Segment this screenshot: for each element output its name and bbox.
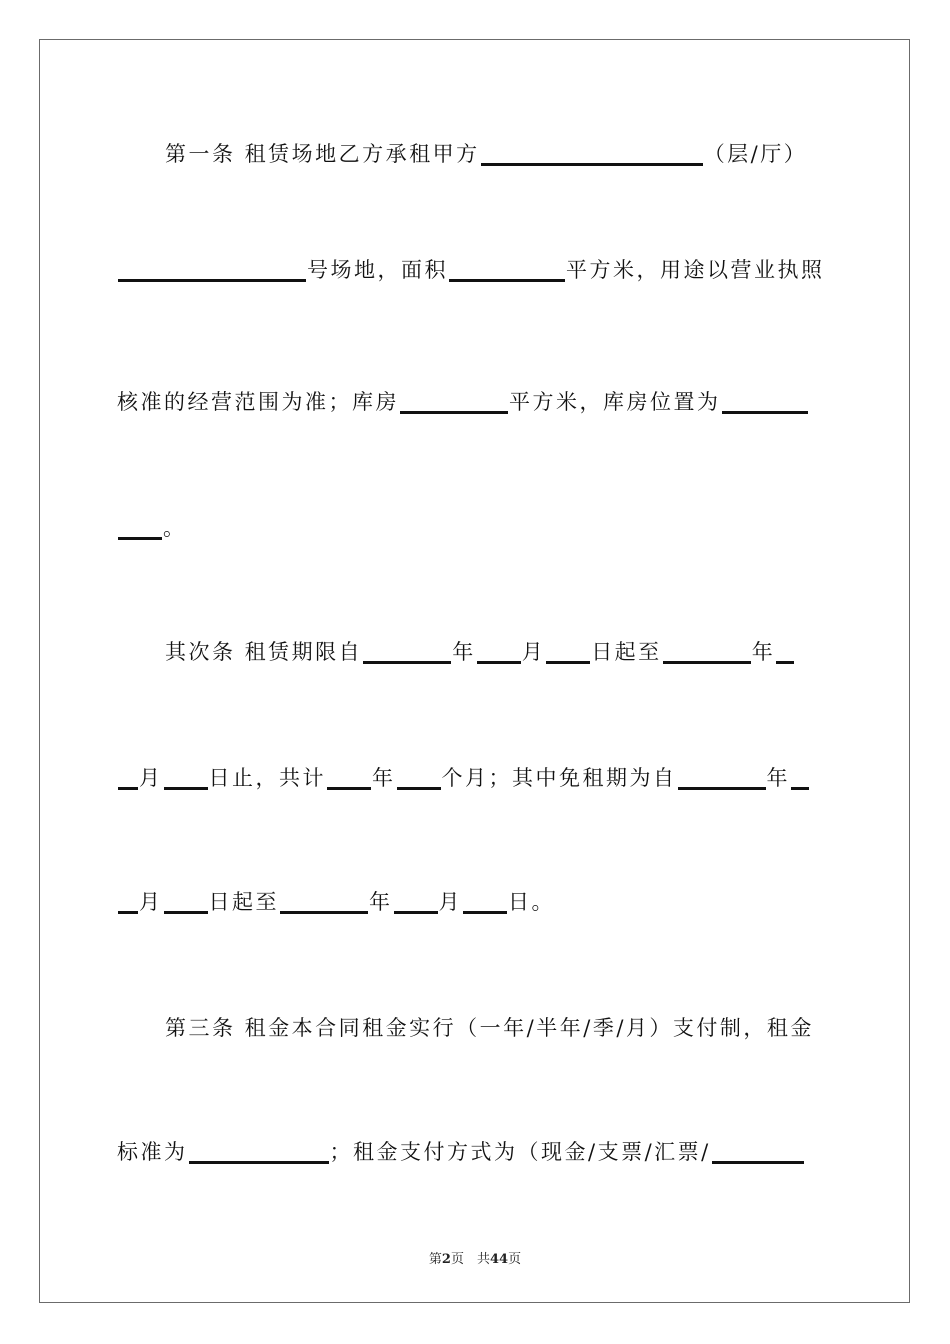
text: 日起至 xyxy=(208,890,279,914)
text: 。 xyxy=(163,516,187,540)
text: ；租金支付方式为（现金/支票/汇票/ xyxy=(329,1140,711,1164)
blank-field[interactable] xyxy=(363,643,451,664)
blank-field[interactable] xyxy=(397,769,441,790)
blank-field[interactable] xyxy=(394,893,438,914)
blank-field[interactable] xyxy=(481,145,703,166)
text: 平方米，用途以营业执照 xyxy=(566,258,825,282)
article-1-line-3 xyxy=(117,376,831,416)
text: 第三条 租金本合同租金实行（一年/半年/季/月）支付制，租金 xyxy=(165,1016,814,1040)
blank-field[interactable] xyxy=(712,1143,804,1164)
blank-field[interactable] xyxy=(477,643,521,664)
text: 年 xyxy=(766,766,790,790)
text: 号场地，面积 xyxy=(307,258,448,282)
blank-field[interactable] xyxy=(400,393,508,414)
blank-field[interactable] xyxy=(722,393,808,414)
text: 核准的经营范围为准；库房 xyxy=(117,390,399,414)
article-2-line-3 xyxy=(117,876,831,916)
text: 日。 xyxy=(508,890,555,914)
blank-field[interactable] xyxy=(449,261,565,282)
blank-field[interactable] xyxy=(663,643,751,664)
text: 年 xyxy=(369,890,393,914)
article-1-line-4 xyxy=(117,502,831,542)
blank-field[interactable] xyxy=(678,769,766,790)
text: 日止，共计 xyxy=(208,766,326,790)
page-footer xyxy=(0,1248,950,1267)
text: 月 xyxy=(139,890,163,914)
blank-field[interactable] xyxy=(776,643,794,664)
text: 平方米，库房位置为 xyxy=(509,390,721,414)
blank-field[interactable] xyxy=(791,769,809,790)
text: 其次条 租赁期限自 xyxy=(165,640,363,664)
article-3-line-1 xyxy=(165,1002,831,1042)
blank-field[interactable] xyxy=(164,769,208,790)
blank-field[interactable] xyxy=(118,261,306,282)
total-page-count: 44 xyxy=(489,1252,509,1267)
text: 月 xyxy=(139,766,163,790)
text: 月 xyxy=(438,890,462,914)
blank-field[interactable] xyxy=(546,643,590,664)
article-3-line-2 xyxy=(117,1126,831,1166)
article-2-line-2 xyxy=(117,752,831,792)
article-1-line-2 xyxy=(117,244,831,284)
text: 年 xyxy=(372,766,396,790)
text: 个月；其中免租期为自 xyxy=(441,766,677,790)
text: 年 xyxy=(751,640,776,664)
blank-field[interactable] xyxy=(280,893,368,914)
text: 日起至 xyxy=(591,640,662,664)
text: 月 xyxy=(521,640,546,664)
article-2-line-1 xyxy=(165,626,831,666)
footer-mid: 页 共 xyxy=(450,1252,490,1267)
blank-field[interactable] xyxy=(164,893,208,914)
footer-suffix: 页 xyxy=(508,1252,522,1267)
page-border xyxy=(39,39,910,1303)
blank-field[interactable] xyxy=(118,893,138,914)
blank-field[interactable] xyxy=(327,769,371,790)
footer-prefix: 第 xyxy=(428,1252,442,1267)
text: 年 xyxy=(452,640,476,664)
blank-field[interactable] xyxy=(118,519,162,540)
blank-field[interactable] xyxy=(189,1143,329,1164)
blank-field[interactable] xyxy=(463,893,507,914)
text: 标准为 xyxy=(117,1140,188,1164)
blank-field[interactable] xyxy=(118,769,138,790)
text: （层/厅） xyxy=(703,142,808,166)
current-page-number: 2 xyxy=(441,1252,451,1267)
article-1-line-1 xyxy=(165,128,831,168)
text: 第一条 租赁场地乙方承租甲方 xyxy=(165,142,480,166)
